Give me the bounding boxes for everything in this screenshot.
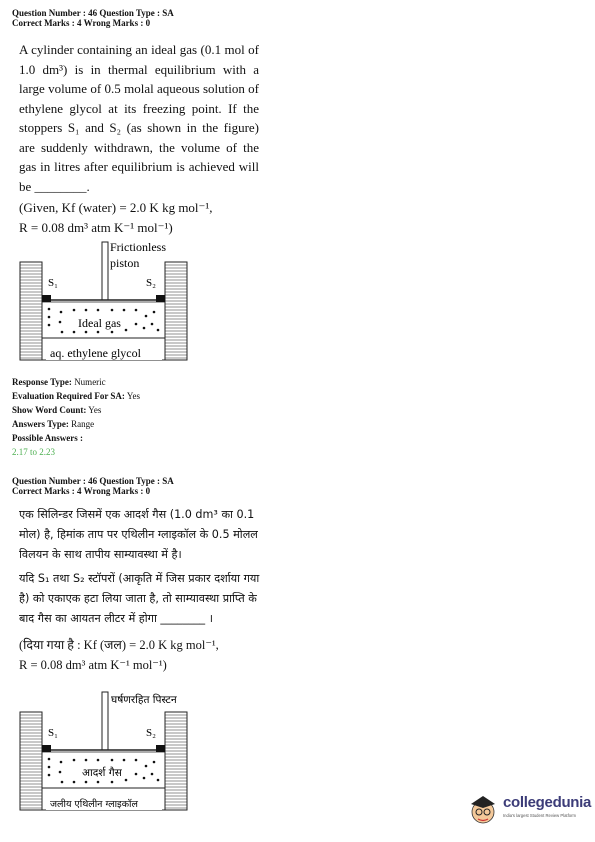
question-header-hindi: Question Number : 46 Question Type : SA Correct Marks : 4 Wrong Marks : 0: [12, 476, 174, 496]
mascot-icon: [465, 790, 501, 830]
given-line-1-hindi: (दिया गया है : Kf (जल) = 2.0 K kg mol⁻¹,: [19, 638, 219, 652]
s2-label: S₂: [146, 277, 156, 289]
brand-tagline: India's largest Student Review Platform: [503, 813, 576, 818]
question-header: Question Number : 46 Question Type : SA Correct Marks : 4 Wrong Marks : 0: [12, 8, 174, 28]
possible-answer: 2.17 to 2.23: [12, 447, 56, 457]
given-line-1: (Given, Kf (water) = 2.0 K kg mol⁻¹,: [19, 200, 213, 215]
piston-label-2: piston: [110, 256, 140, 270]
brand-name: collegedunia: [503, 794, 592, 811]
piston-label-1: Frictionless: [110, 240, 166, 254]
solution-label-hindi: जलीय एथिलीन ग्लाइकॉल: [50, 799, 138, 810]
given-line-2-hindi: R = 0.08 dm³ atm K⁻¹ mol⁻¹): [19, 658, 167, 672]
s1-label: S₁: [48, 277, 58, 289]
given-line-2: R = 0.08 dm³ atm K⁻¹ mol⁻¹): [19, 219, 173, 235]
question-text: [19, 40, 259, 237]
answer-info: Response Type: Numeric Evaluation Required For SA: Yes Show Word Count: Yes Answers Type: Range Possible Answers : 2.17 to 2.23: [12, 377, 140, 457]
cylinder-figure-hindi: [16, 690, 191, 815]
gas-label-hindi: आदर्श गैस: [82, 767, 122, 779]
s2-label: S₂: [146, 727, 156, 739]
collegedunia-logo: [465, 790, 592, 832]
stopper-s1: [42, 295, 51, 302]
question-body-hindi-2: यदि S₁ तथा S₂ स्टॉपरों (आकृति में जिस प्रकार दर्शाया गया है) को एकाएक हटा लिया जाता है, तो साम्यावस्था प्राप्ति के बाद गैस का आयतन लीटर में होगा ________ ।: [19, 572, 260, 625]
stopper-s1: [42, 745, 51, 752]
stopper-s2: [156, 745, 165, 752]
cylinder-figure: [16, 240, 191, 365]
solution-label: aq. ethylene glycol: [50, 346, 141, 360]
s1-label: S₁: [48, 727, 58, 739]
gas-label: Ideal gas: [78, 316, 121, 330]
question-body: A cylinder containing an ideal gas (0.1 mol of 1.0 dm³) is in thermal equilibrium with a large volume of 0.5 molal aqueous solution of ethylene glycol at its freezing point. If the stoppers S₁ and S₂ (as shown in the figure) are suddenly withdrawn, the volume of the gas in litres after equilibrium is achieved will be ________.: [19, 42, 259, 194]
question-text-hindi: [19, 505, 264, 675]
question-body-hindi: एक सिलिन्डर जिसमें एक आदर्श गैस (1.0 dm³ का 0.1 मोल) है, हिमांक ताप पर एथिलीन ग्लाइकॉल के 0.5 मोलल विलयन के साथ तापीय साम्यावस्था में है।: [19, 508, 258, 561]
piston-label-hindi: घर्षणरहित पिस्टन: [111, 694, 177, 706]
stopper-s2: [156, 295, 165, 302]
